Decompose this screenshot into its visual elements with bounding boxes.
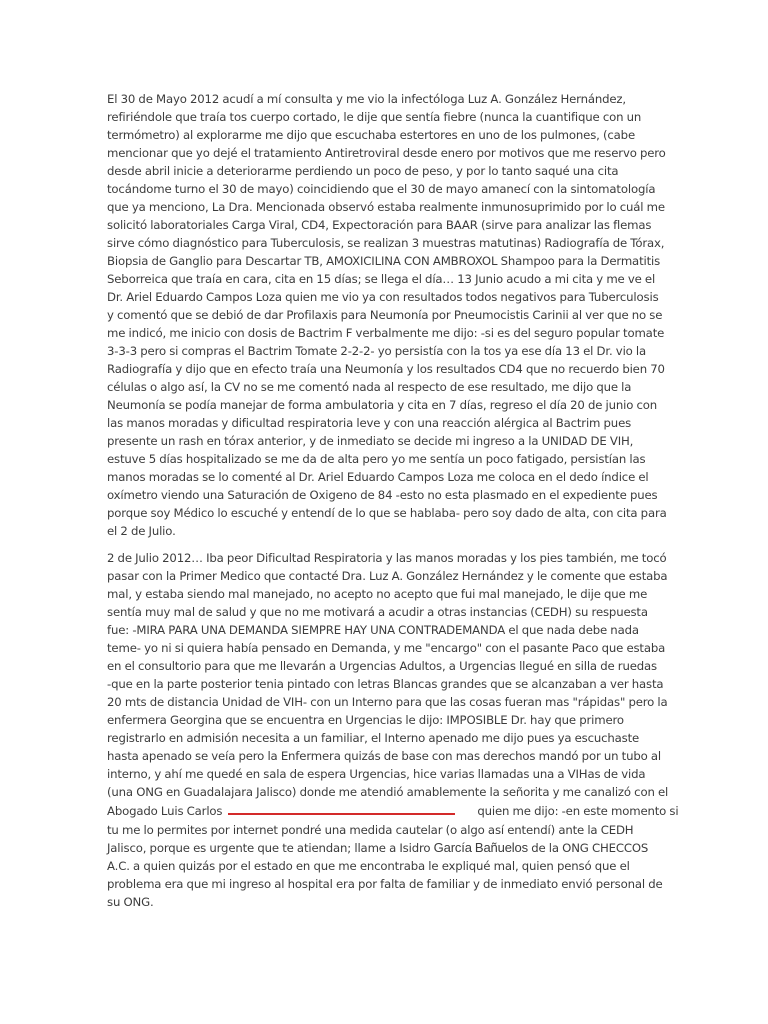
paragraph-july-2-continued	[107, 821, 663, 911]
text-line: el 2 de Julio.	[107, 524, 176, 538]
text-line-end: de la ONG CHECCOS	[531, 841, 649, 855]
text-line: mencionar que yo dejé el tratamiento Antiretroviral desde enero por motivos que me reservo pero	[107, 146, 666, 160]
signature-blank-underline	[228, 802, 455, 815]
text-line: 3-3-3 pero si compras el Bactrim Tomate 2-2-2- yo persistía con la tos ya ese día 13 el Dr. vio la	[107, 344, 647, 358]
text-line: en el consultorio para que me llevarán a Urgencias Adultos, a Urgencias llegué en silla de ruedas	[107, 659, 657, 673]
text-line: teme- yo ni si quiera había pensado en Demanda, y me "encargo" con el pasante Paco que estaba	[107, 641, 666, 655]
text-line: estuve 5 días hospitalizado se me da de alta pero yo me sentía un poco fatigado, persistían las	[107, 452, 646, 466]
text-line: 20 mts de distancia Unidad de VIH- con un Interno para que las cosas fueran mas "rápidas" pero la	[107, 695, 668, 709]
document-page	[107, 90, 679, 911]
text-line: El 30 de Mayo 2012 acudí a mí consulta y me vio la infectóloga Luz A. González Hernández,	[107, 92, 626, 106]
text-line: las manos moradas y dificultad respiratoria leve y con una reacción alérgica al Bactrim pues	[107, 416, 632, 430]
text-line: Radiografía y dijo que en efecto traía una Neumonía y los resultados CD4 que no recuerdo bien 70	[107, 362, 665, 376]
paragraph-may-30	[107, 90, 667, 540]
text-line: células o algo así, la CV no se me comentó nada al respecto de ese resultado, me dijo que la	[107, 380, 632, 394]
text-line: A.C. a quien quizás por el estado en que me encontraba le expliqué mal, quien pensó que el	[107, 859, 630, 873]
text-line: -que en la parte posterior tenia pintado con letras Blancas grandes que se alcanzaban a ver hasta	[107, 677, 664, 691]
text-line: Dr. Ariel Eduardo Campos Loza quien me vio ya con resultados todos negativos para Tuberculosis	[107, 290, 659, 304]
text-line: tu me lo permites por internet pondré una medida cautelar (o algo así entendí) ante la CEDH	[107, 823, 634, 837]
text-line: termómetro) al explorarme me dijo que escuchaba estertores en uno de los pulmones, (cabe	[107, 128, 635, 142]
text-line-start: Jalisco, porque es urgente que te atiendan; llame a Isidro	[107, 841, 431, 855]
text-line	[107, 839, 663, 857]
text-line: desde abril inicie a deteriorarme perdiendo un poco de peso, y por lo tanto saqué una cita	[107, 164, 619, 178]
text-line: sentía muy mal de salud y que no me motivará a acudir a otras instancias (CEDH) su respuesta	[107, 605, 648, 619]
text-line: enfermera Georgina que se encuentra en Urgencias le dijo: IMPOSIBLE Dr. hay que primero	[107, 713, 624, 727]
text-line: Neumonía se podía manejar de forma ambulatoria y cita en 7 días, regreso el día 20 de junio con	[107, 398, 658, 412]
text-line: hasta apenado se veía pero la Enfermera quizás de base con mas derechos mandó por un tubo al	[107, 749, 661, 763]
text-line: interno, y ahí me quedé en sala de espera Urgencias, hice varias llamadas una a VIHas de vida	[107, 767, 646, 781]
text-line: manos moradas se lo comenté al Dr. Ariel Eduardo Campos Loza me coloca en el dedo índice el	[107, 470, 649, 484]
text-line: y comentó que se debió de dar Profilaxis para Neumonía por Pneumocistis Carinii al ver que no se	[107, 308, 663, 322]
signature-line	[107, 801, 679, 821]
text-line: me indicó, me inicio con dosis de Bactrim F verbalmente me dijo: -si es del seguro popular tomate	[107, 326, 665, 340]
text-line: mal, y estaba siendo mal manejado, no acepto no acepto que fui mal manejado, le dije que me	[107, 587, 648, 601]
text-line: oxímetro viendo una Saturación de Oxigeno de 84 -esto no esta plasmado en el expediente pues	[107, 488, 658, 502]
paragraph-july-2	[107, 549, 669, 801]
text-line: (una ONG en Guadalajara Jalisco) donde me atendió amablemente la señorita y me canalizó con el	[107, 785, 669, 799]
text-line: sirve cómo diagnóstico para Tuberculosis, se realizan 3 muestras matutinas) Radiografía de Tórax,	[107, 236, 665, 250]
text-line: registrarlo en admisión necesita a un familiar, el Interno apenado me dijo pues ya escuchaste	[107, 731, 640, 745]
text-line: tocándome turno el 30 de mayo) coincidiendo que el 30 de mayo amanecí con la sintomatología	[107, 182, 656, 196]
text-line: problema era que mi ingreso al hospital era por falta de familiar y de inmediato envió personal de	[107, 877, 663, 891]
signature-line-before: Abogado Luis Carlos	[107, 804, 223, 818]
text-line: porque soy Médico lo escuché y entendí de lo que se hablaba- pero soy dado de alta, con cita para	[107, 506, 667, 520]
text-line: Biopsia de Ganglio para Descartar TB, AMOXICILINA CON AMBROXOL Shampoo para la Dermatitis	[107, 254, 661, 268]
text-line: pasar con la Primer Medico que contacté Dra. Luz A. González Hernández y le comente que estaba	[107, 569, 668, 583]
text-line: presente un rash en tórax anterior, y de inmediato se decide mi ingreso a la UNIDAD DE VIH,	[107, 434, 634, 448]
text-line: solicitó laboratoriales Carga Viral, CD4, Expectoración para BAAR (sirve para analizar las flemas	[107, 218, 652, 232]
text-line: Seborreica que traía en cara, cita en 15 días; se llega el día… 13 Junio acudo a mi cita y me ve el	[107, 272, 656, 286]
person-name: García Bañuelos	[433, 840, 528, 855]
text-line: refiriéndole que traía tos cuerpo cortado, le dije que sentía fiebre (nunca la cuantifique con un	[107, 110, 642, 124]
text-line: 2 de Julio 2012… Iba peor Dificultad Respiratoria y las manos moradas y los pies también, me tocó	[107, 551, 667, 565]
text-line: fue: -MIRA PARA UNA DEMANDA SIEMPRE HAY UNA CONTRADEMANDA el que nada debe nada	[107, 623, 639, 637]
signature-line-after: quien me dijo: -en este momento si	[477, 804, 679, 818]
text-line: su ONG.	[107, 895, 154, 909]
text-line: que ya menciono, La Dra. Mencionada observó estaba realmente inmunosuprimido por lo cuál me	[107, 200, 665, 214]
